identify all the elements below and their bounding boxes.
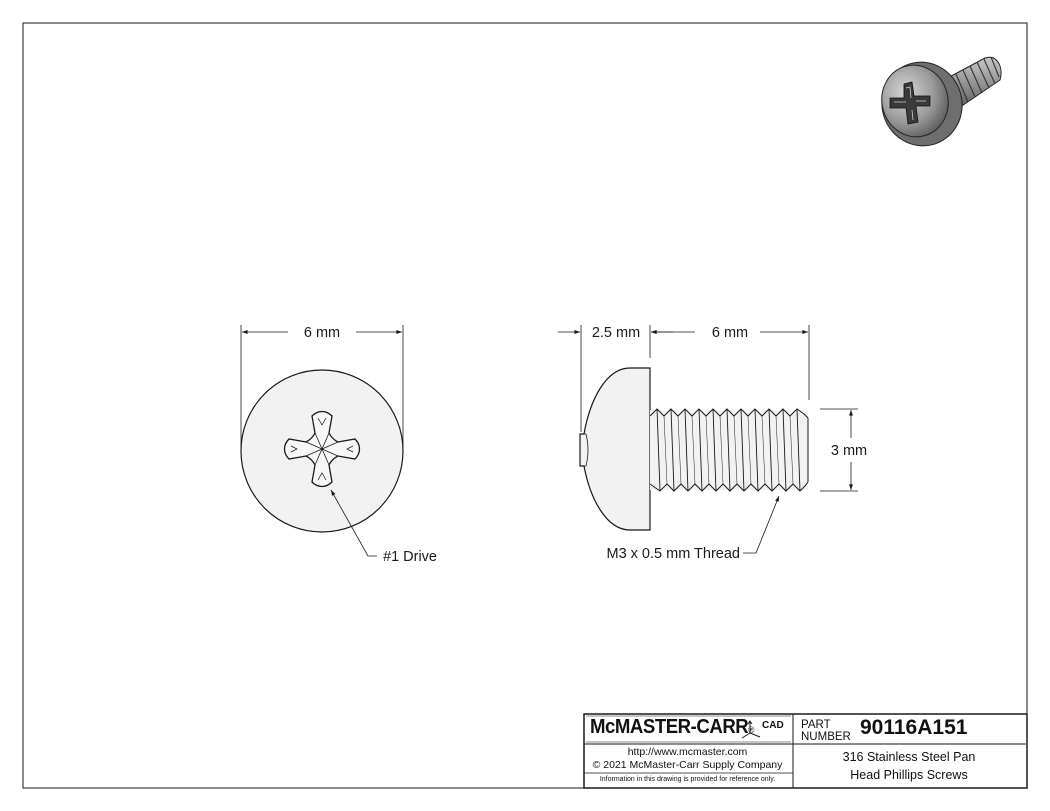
copyright-text: © 2021 McMaster-Carr Supply Company	[592, 759, 783, 771]
website-url[interactable]: http://www.mcmaster.com	[627, 746, 748, 758]
drive-callout: #1 Drive	[383, 549, 437, 565]
mcmaster-carr-logo	[590, 716, 754, 739]
part-number: 90116A151	[860, 716, 968, 739]
length-label: 6 mm	[711, 325, 749, 341]
registered-mark: ®	[748, 725, 754, 735]
head-height-label: 2.5 mm	[591, 325, 641, 341]
part-label-line2: NUMBER	[801, 731, 851, 743]
head-diameter-label: 6 mm	[303, 325, 341, 341]
thread-callout: M3 x 0.5 mm Thread	[606, 546, 740, 562]
description-line-2: Head Phillips Screws	[850, 768, 968, 782]
cad-mark: CAD	[762, 720, 784, 731]
brand-name: McMASTER-CARR	[590, 716, 749, 738]
head-front-view	[241, 370, 403, 532]
screw-isometric-image	[872, 53, 1001, 155]
description-line-1: 316 Stainless Steel Pan	[842, 750, 976, 764]
sheet-border	[23, 23, 1027, 788]
thread-diameter-label: 3 mm	[830, 443, 868, 459]
part-number-label	[801, 719, 851, 743]
disclaimer-text: Information in this drawing is provided for reference only.	[599, 776, 776, 783]
screw-side-view	[580, 368, 808, 530]
thread-leader	[743, 496, 779, 553]
part-label-line1: PART	[801, 719, 831, 731]
